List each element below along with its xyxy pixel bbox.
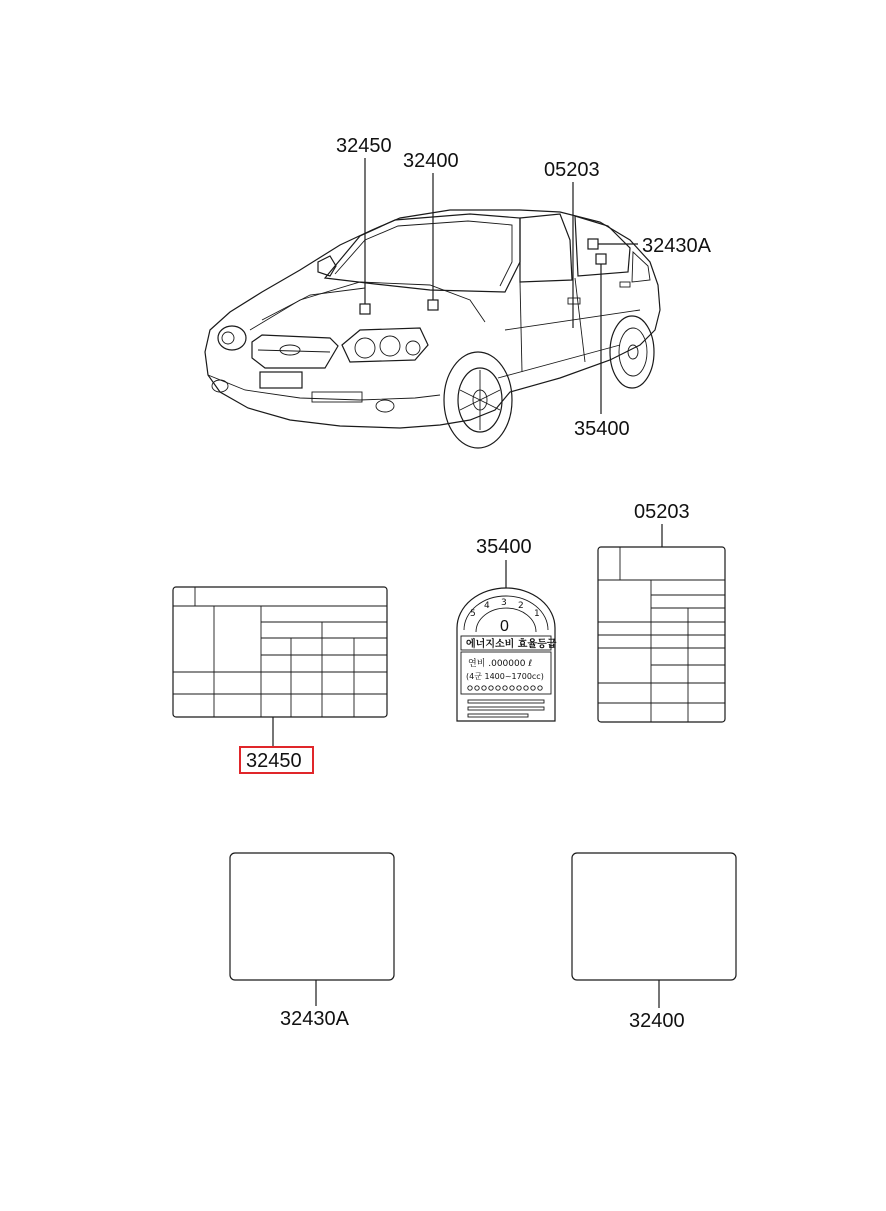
- part-05203-label: [598, 501, 725, 722]
- svg-text:4: 4: [484, 601, 490, 611]
- callout-35400[interactable]: 35400: [574, 418, 630, 440]
- label-marker-32450: [360, 304, 370, 314]
- energy-label-title: 에너지소비 효율등급: [466, 639, 557, 650]
- engine-class-line: (4군 1400~1700cc): [466, 672, 544, 681]
- part-number-32450[interactable]: 32450: [246, 750, 302, 772]
- part-32430a-label: [230, 853, 394, 1030]
- part-35400-label: [457, 536, 557, 721]
- label-marker-32400: [428, 300, 438, 310]
- callout-32400[interactable]: 32400: [403, 150, 459, 172]
- svg-text:5: 5: [470, 609, 476, 619]
- svg-text:3: 3: [501, 598, 507, 608]
- callout-05203[interactable]: 05203: [544, 159, 600, 181]
- label-marker-32430a: [588, 239, 598, 249]
- label-marker-35400: [596, 254, 606, 264]
- part-32400-label: [572, 853, 736, 1032]
- callout-32430a[interactable]: 32430A: [642, 235, 711, 257]
- energy-label-dots: [468, 686, 542, 690]
- part-32450-label: [173, 587, 387, 773]
- svg-text:2: 2: [518, 601, 524, 611]
- callout-32450[interactable]: 32450: [336, 135, 392, 157]
- svg-text:0: 0: [500, 618, 509, 635]
- part-number-32430a[interactable]: 32430A: [280, 1008, 349, 1030]
- part-number-32400[interactable]: 32400: [629, 1010, 685, 1032]
- car-callouts: [336, 135, 712, 440]
- part-number-05203[interactable]: 05203: [634, 501, 690, 523]
- fuel-efficiency-line: 연비 .000000 ℓ: [468, 659, 533, 669]
- energy-label-fineprint: [468, 700, 544, 717]
- svg-text:1: 1: [534, 609, 540, 619]
- part-number-35400[interactable]: 35400: [476, 536, 532, 558]
